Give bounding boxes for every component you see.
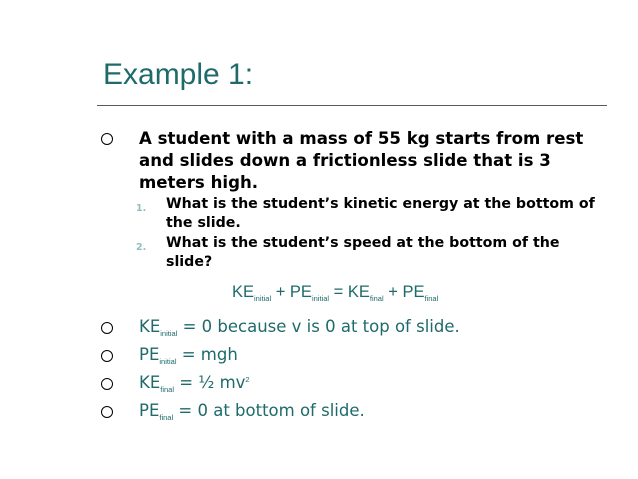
bullet-subscript: final (160, 385, 175, 394)
pe-initial-subscript: initial (311, 294, 330, 303)
bullet-subscript: final (159, 413, 174, 422)
bullet-text: = 0 at bottom of slide. (173, 401, 365, 420)
question-text: What is the student’s speed at the bottom of the slide? (166, 235, 560, 270)
bullet-text: = 0 because v is 0 at top of slide. (177, 317, 460, 336)
bullet-line (139, 317, 460, 338)
question-text: What is the student’s kinetic energy at the bottom of the slide. (166, 196, 595, 231)
bullet-subscript: initial (160, 329, 178, 338)
plus-sign: + (271, 283, 290, 301)
slide-title: Example 1: (103, 58, 254, 91)
bullet-symbol: KE (139, 317, 161, 336)
pe-final-subscript: final (424, 294, 439, 303)
bullet-symbol: KE (139, 373, 161, 392)
ke-final-subscript: final (369, 294, 384, 303)
hollow-circle-bullet-icon (101, 350, 113, 362)
energy-conservation-equation (232, 283, 438, 303)
plus-sign: + (383, 283, 403, 301)
bullet-symbol: PE (139, 401, 160, 420)
bullet-text: = ½ mv (174, 373, 246, 392)
hollow-circle-bullet-icon (101, 133, 113, 145)
bullet-superscript: 2 (245, 375, 250, 384)
pe-symbol: PE (289, 283, 312, 301)
question-number: 1. (136, 203, 147, 214)
pe-symbol: PE (402, 283, 425, 301)
bullet-symbol: PE (139, 345, 160, 364)
hollow-circle-bullet-icon (101, 322, 113, 334)
equals-sign: = (329, 283, 348, 301)
ke-symbol: KE (347, 283, 370, 301)
problem-statement: A student with a mass of 55 kg starts from rest and slides down a frictionless slide that is 3 meters high. (139, 129, 584, 192)
title-divider (97, 105, 607, 106)
ke-initial-subscript: initial (254, 294, 272, 303)
bullet-line (139, 373, 250, 394)
bullet-subscript: initial (159, 357, 177, 366)
bullet-line (139, 345, 238, 366)
question-number: 2. (136, 242, 147, 253)
hollow-circle-bullet-icon (101, 378, 113, 390)
bullet-text: = mgh (176, 345, 238, 364)
hollow-circle-bullet-icon (101, 406, 113, 418)
ke-symbol: KE (232, 283, 255, 301)
bullet-line (139, 401, 365, 422)
